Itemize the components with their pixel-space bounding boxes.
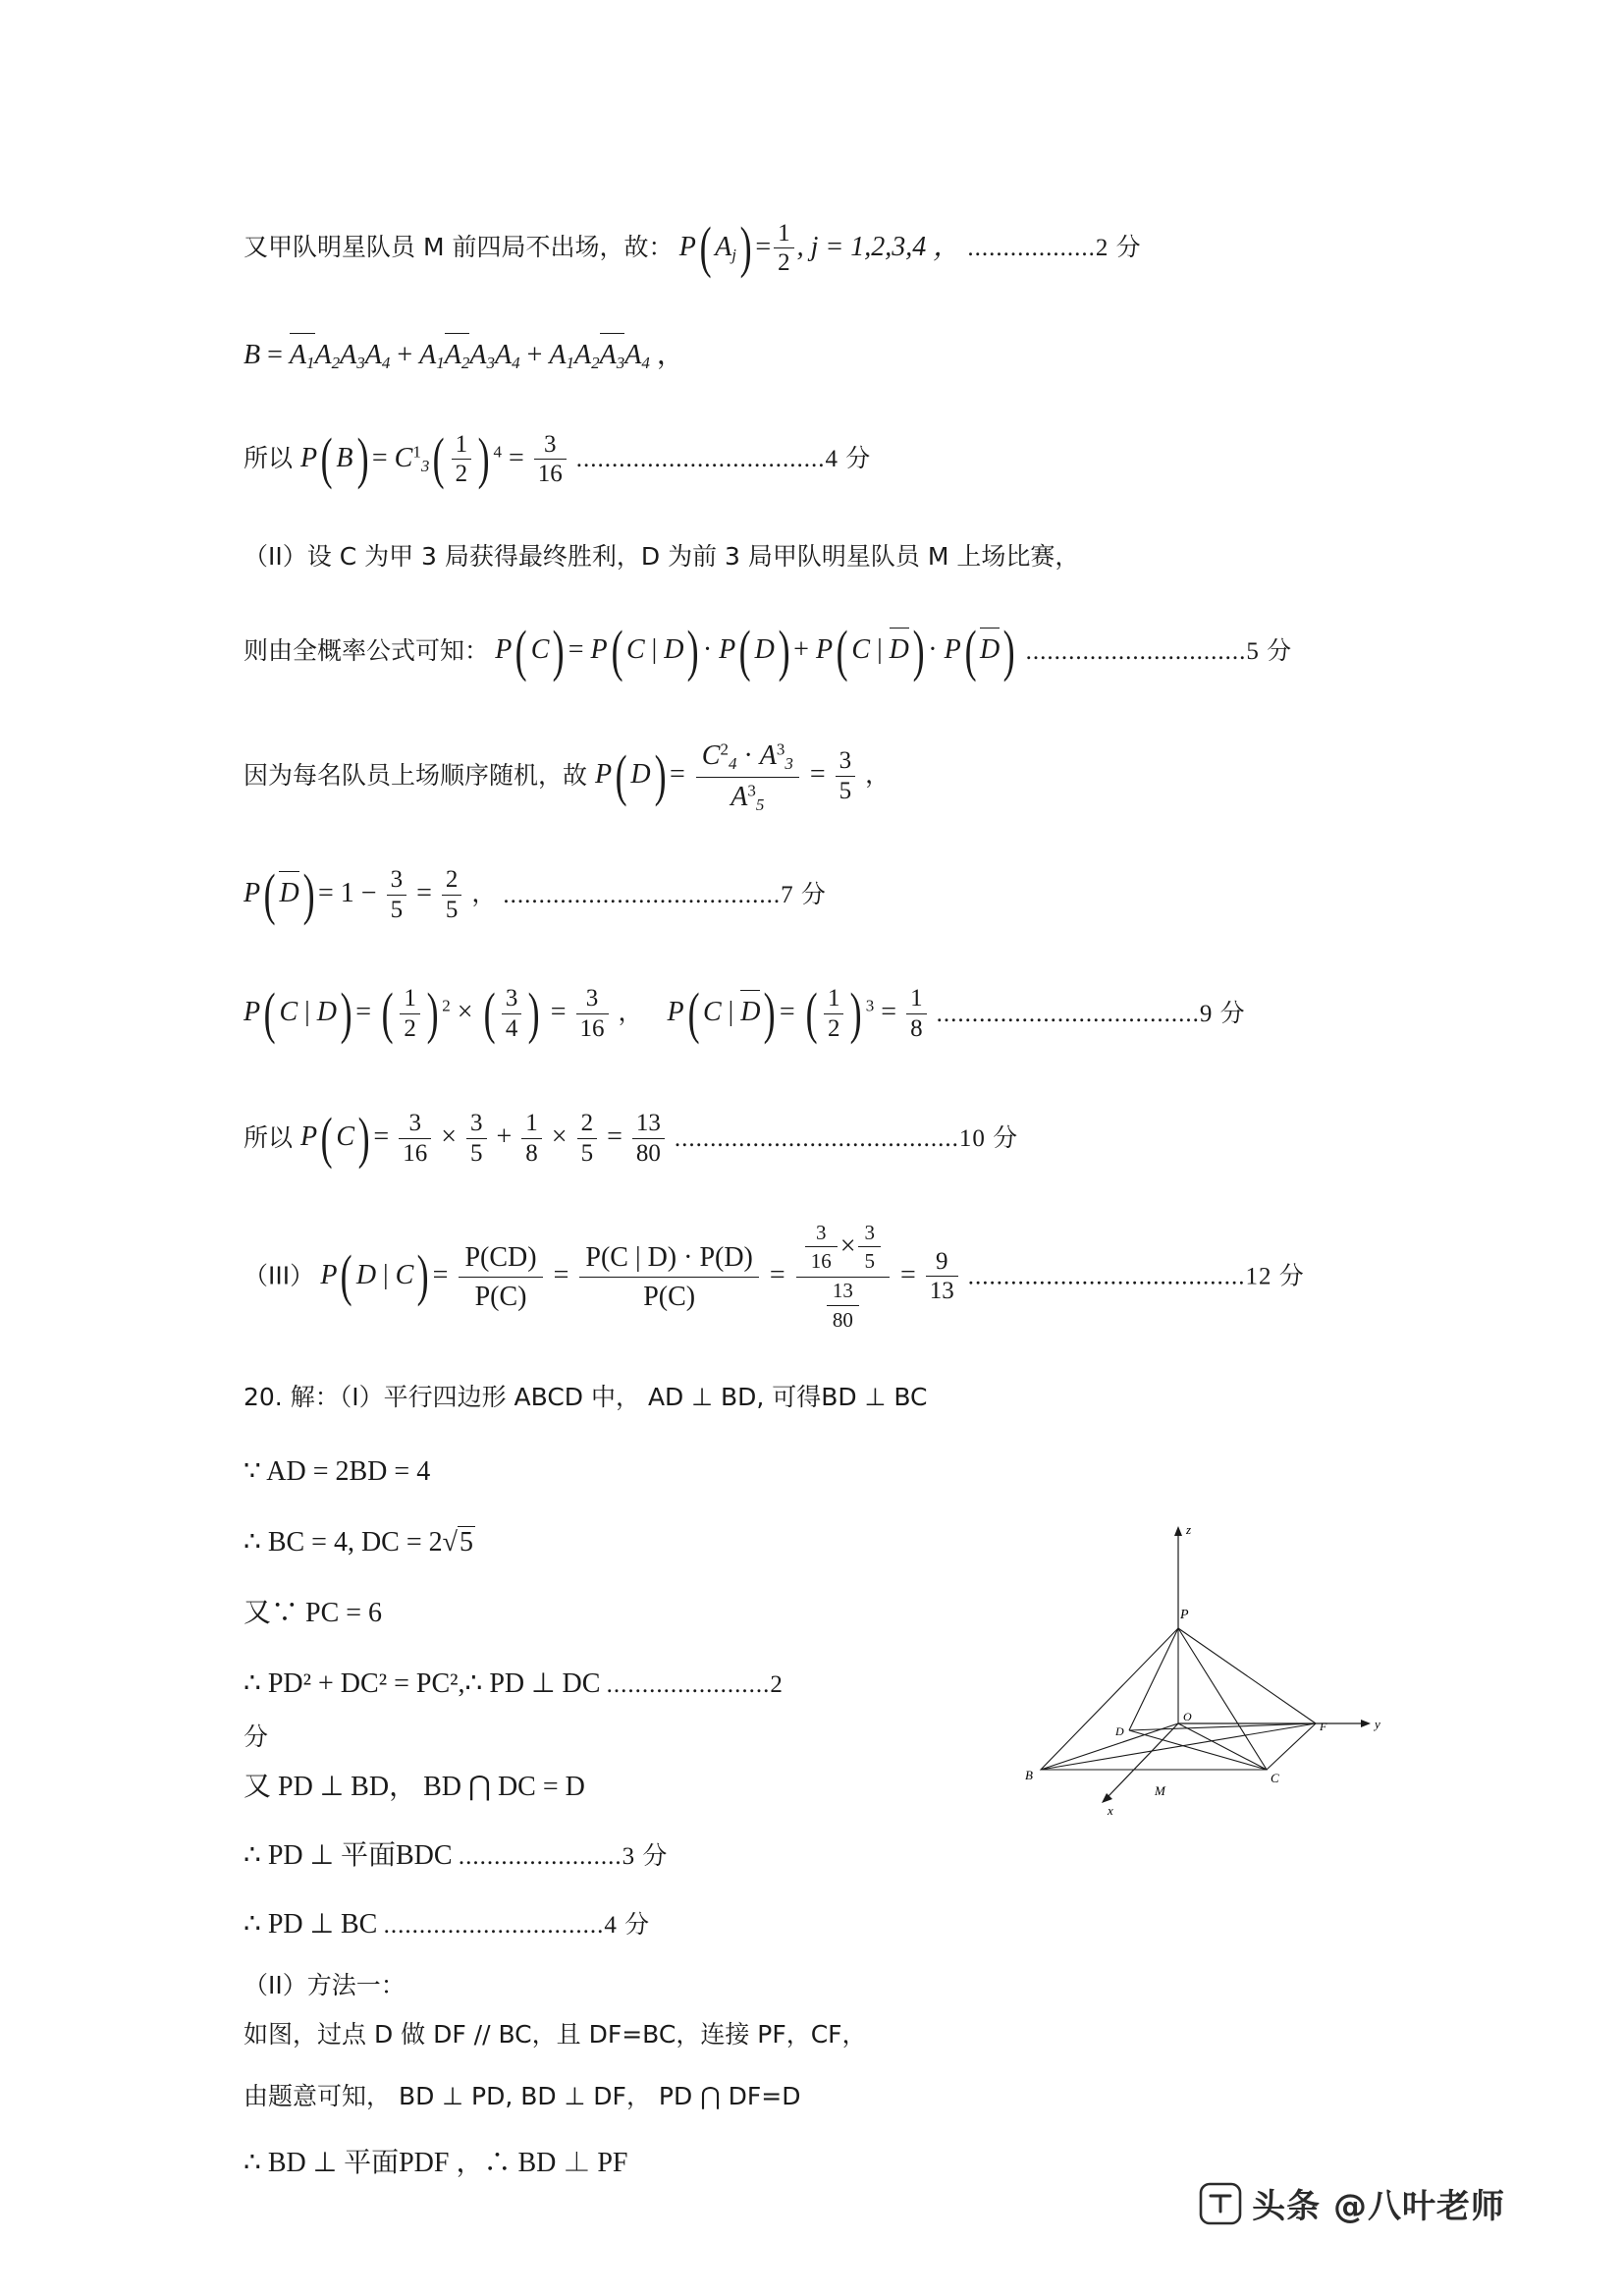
- line-pc-value: [243, 1097, 1422, 1182]
- line-4-text: （II）设 C 为甲 3 局获得最终胜利，D 为前 3 局甲队明星队员 M 上场比赛，: [243, 542, 1080, 571]
- vertex-label-D: D: [1115, 1724, 1124, 1738]
- line-7-dots: .......................................7 分: [503, 881, 827, 908]
- q20-d-text: 又∵ PC = 6: [243, 1598, 383, 1629]
- pyramid-svg: [982, 1512, 1394, 1866]
- geometry-figure: [982, 1512, 1394, 1866]
- watermark-text: 头条 @八叶老师: [1252, 2187, 1505, 2226]
- nested-fraction: $\frac{3}{16}$ × $\frac{3}{5}$ $\frac{13}{80}$: [796, 1222, 890, 1334]
- line-8-formula-b: P( C | D) = ( $\frac{1}{2}$ ) $^3$ = $\frac{1}{8}$: [668, 997, 937, 1027]
- line-2-formula: $B = A_1A_2A_3A_4 + A_1A_2A_3A_4 + A_1A_2A_3A_4$ ，: [243, 340, 684, 370]
- line-pd-value: [243, 735, 1422, 820]
- line-10-prefix: （III）: [243, 1260, 315, 1289]
- q20-k-text: 如图，过点 D 做 DF // BC，且 DF=BC，连接 PF，CF，: [243, 2020, 867, 2050]
- line-conditional-probabilities: [243, 972, 1422, 1058]
- vertex-label-M: M: [1155, 1783, 1165, 1798]
- sqrt-icon: √5: [442, 1527, 474, 1558]
- line-10-dots: .......................................12 分: [967, 1262, 1305, 1289]
- line-8-formula-a: P( C | D) = ( $\frac{1}{2}$ ) $^2$ × ( $\frac{3}{4}$ ) = $\frac{3}{16}$ ，: [243, 980, 643, 1045]
- vertex-label-P: P: [1180, 1608, 1189, 1622]
- axis-label-z: z: [1186, 1522, 1192, 1537]
- line-5-prefix: 则由全概率公式可知：: [243, 635, 490, 665]
- q20-i-text: ∴ PD ⊥ BC: [243, 1908, 378, 1940]
- line-probability-aj: [243, 206, 1422, 292]
- q20-line-b: [243, 1451, 1422, 1493]
- line-9-prefix: 所以: [243, 1122, 300, 1152]
- q20-line-a: [243, 1379, 1422, 1417]
- axis-label-x: x: [1108, 1803, 1113, 1818]
- vertex-label-O: O: [1183, 1710, 1192, 1723]
- line-9-formula: P( C) = $\frac{3}{16}$ × $\frac{3}{5}$ + $\frac{1}{8}$ × $\frac{2}{5}$ = $\frac{13}{80}$: [300, 1121, 675, 1152]
- line-1-dots: ..................2 分: [967, 234, 1142, 261]
- line-6-prefix: 因为每名队员上场顺序随机，故: [243, 760, 595, 790]
- line-3-prefix: 所以: [243, 443, 300, 472]
- q20-h-text: ∴ PD ⊥ 平面BDC: [243, 1839, 453, 1871]
- line-bayes-result: [243, 1222, 1422, 1334]
- line-1-text: 又甲队明星队员 M 前四局不出场，故：: [243, 232, 674, 261]
- q20-e-dots: .......................2: [606, 1671, 784, 1699]
- line-3-formula: P( $B) = C^1_3$( $\frac{1}{2}$ ) $^4$ = $\frac{3}{16}$: [300, 443, 576, 473]
- line-9-dots: ........................................10 分: [674, 1124, 1019, 1152]
- solution-body: [243, 206, 1422, 2204]
- q20-g-text: 又 PD ⊥ BD， BD ⋂ DC = D: [243, 1771, 585, 1802]
- line-5-formula: P( C) = P( C | D) · P( D) + P( C | D) · P( D): [495, 618, 1015, 683]
- q20-j-text: （II）方法一：: [243, 1970, 406, 1999]
- axis-label-y: y: [1375, 1717, 1380, 1731]
- q20-e-text: ∴ PD² + DC² = PC²,∴ PD ⊥ DC: [243, 1668, 601, 1700]
- watermark: [1199, 2179, 1505, 2227]
- line-part2-definitions: [243, 538, 1422, 576]
- line-7-formula: P( D) = 1 − $\frac{3}{5}$ = $\frac{2}{5}$ ，: [243, 861, 497, 926]
- vertex-label-C: C: [1271, 1771, 1279, 1785]
- q20-f-text: 分: [243, 1722, 269, 1752]
- q20-line-k: [243, 2016, 1422, 2054]
- q20-h-dots: .......................3 分: [458, 1842, 669, 1870]
- q20-i-dots: ...............................4 分: [383, 1911, 651, 1939]
- line-8-dots: .....................................9 分: [936, 1000, 1246, 1027]
- line-total-probability: [243, 610, 1422, 695]
- line-5-dots: ...............................5 分: [1025, 637, 1293, 665]
- q20-b-text: ∵ AD = 2BD = 4: [243, 1456, 431, 1488]
- q20-line-j: [243, 1967, 1422, 2005]
- q20-c-text: ∴ BC = 4, DC = 2: [243, 1527, 443, 1558]
- line-event-b-expansion: [243, 333, 1422, 376]
- vertex-label-B: B: [1025, 1768, 1033, 1782]
- q20-l-text: 由题意可知， BD ⊥ PD, BD ⊥ DF， PD ⋂ DF=D: [243, 2081, 801, 2110]
- toutiao-logo-icon: [1199, 2182, 1242, 2225]
- fraction-one-half: $\frac{1}{2}$: [774, 219, 794, 278]
- q20-m-text: ∴ BD ⊥ 平面PDF ，∴ BD ⊥ PF: [243, 2148, 628, 2179]
- line-3-dots: ...................................4 分: [575, 445, 872, 472]
- q20-line-l: [243, 2078, 1422, 2116]
- line-pd-complement: [243, 853, 1422, 939]
- q20-line-i: [243, 1904, 1422, 1945]
- vertex-label-F: F: [1320, 1720, 1327, 1733]
- line-pb-value: [243, 417, 1422, 503]
- line-1-formula: P( $A_j$) = $\frac{1}{2}$ , j = 1,2,3,4 ，: [678, 215, 961, 279]
- q20-line-m: [243, 2143, 1422, 2184]
- q20-a-text: 20. 解：（I）平行四边形 ABCD 中， AD ⊥ BD, 可得BD ⊥ BC: [243, 1382, 928, 1411]
- line-6-formula: P( D) = $\frac{C^2_4 \cdot A^3_3}{A^3_5}$ = $\frac{3}{5}$ ，: [594, 739, 891, 814]
- line-10-formula: P( D | C) = $\frac{P(CD)}{P(C)}$ = $\frac{P(C | D) \cdot P(D)}{P(C)}$ = $\frac{3}{16}$ × $\frac{3}{5}$ $\frac{13}{80}$ = $\frac{9}{13}$: [320, 1260, 967, 1290]
